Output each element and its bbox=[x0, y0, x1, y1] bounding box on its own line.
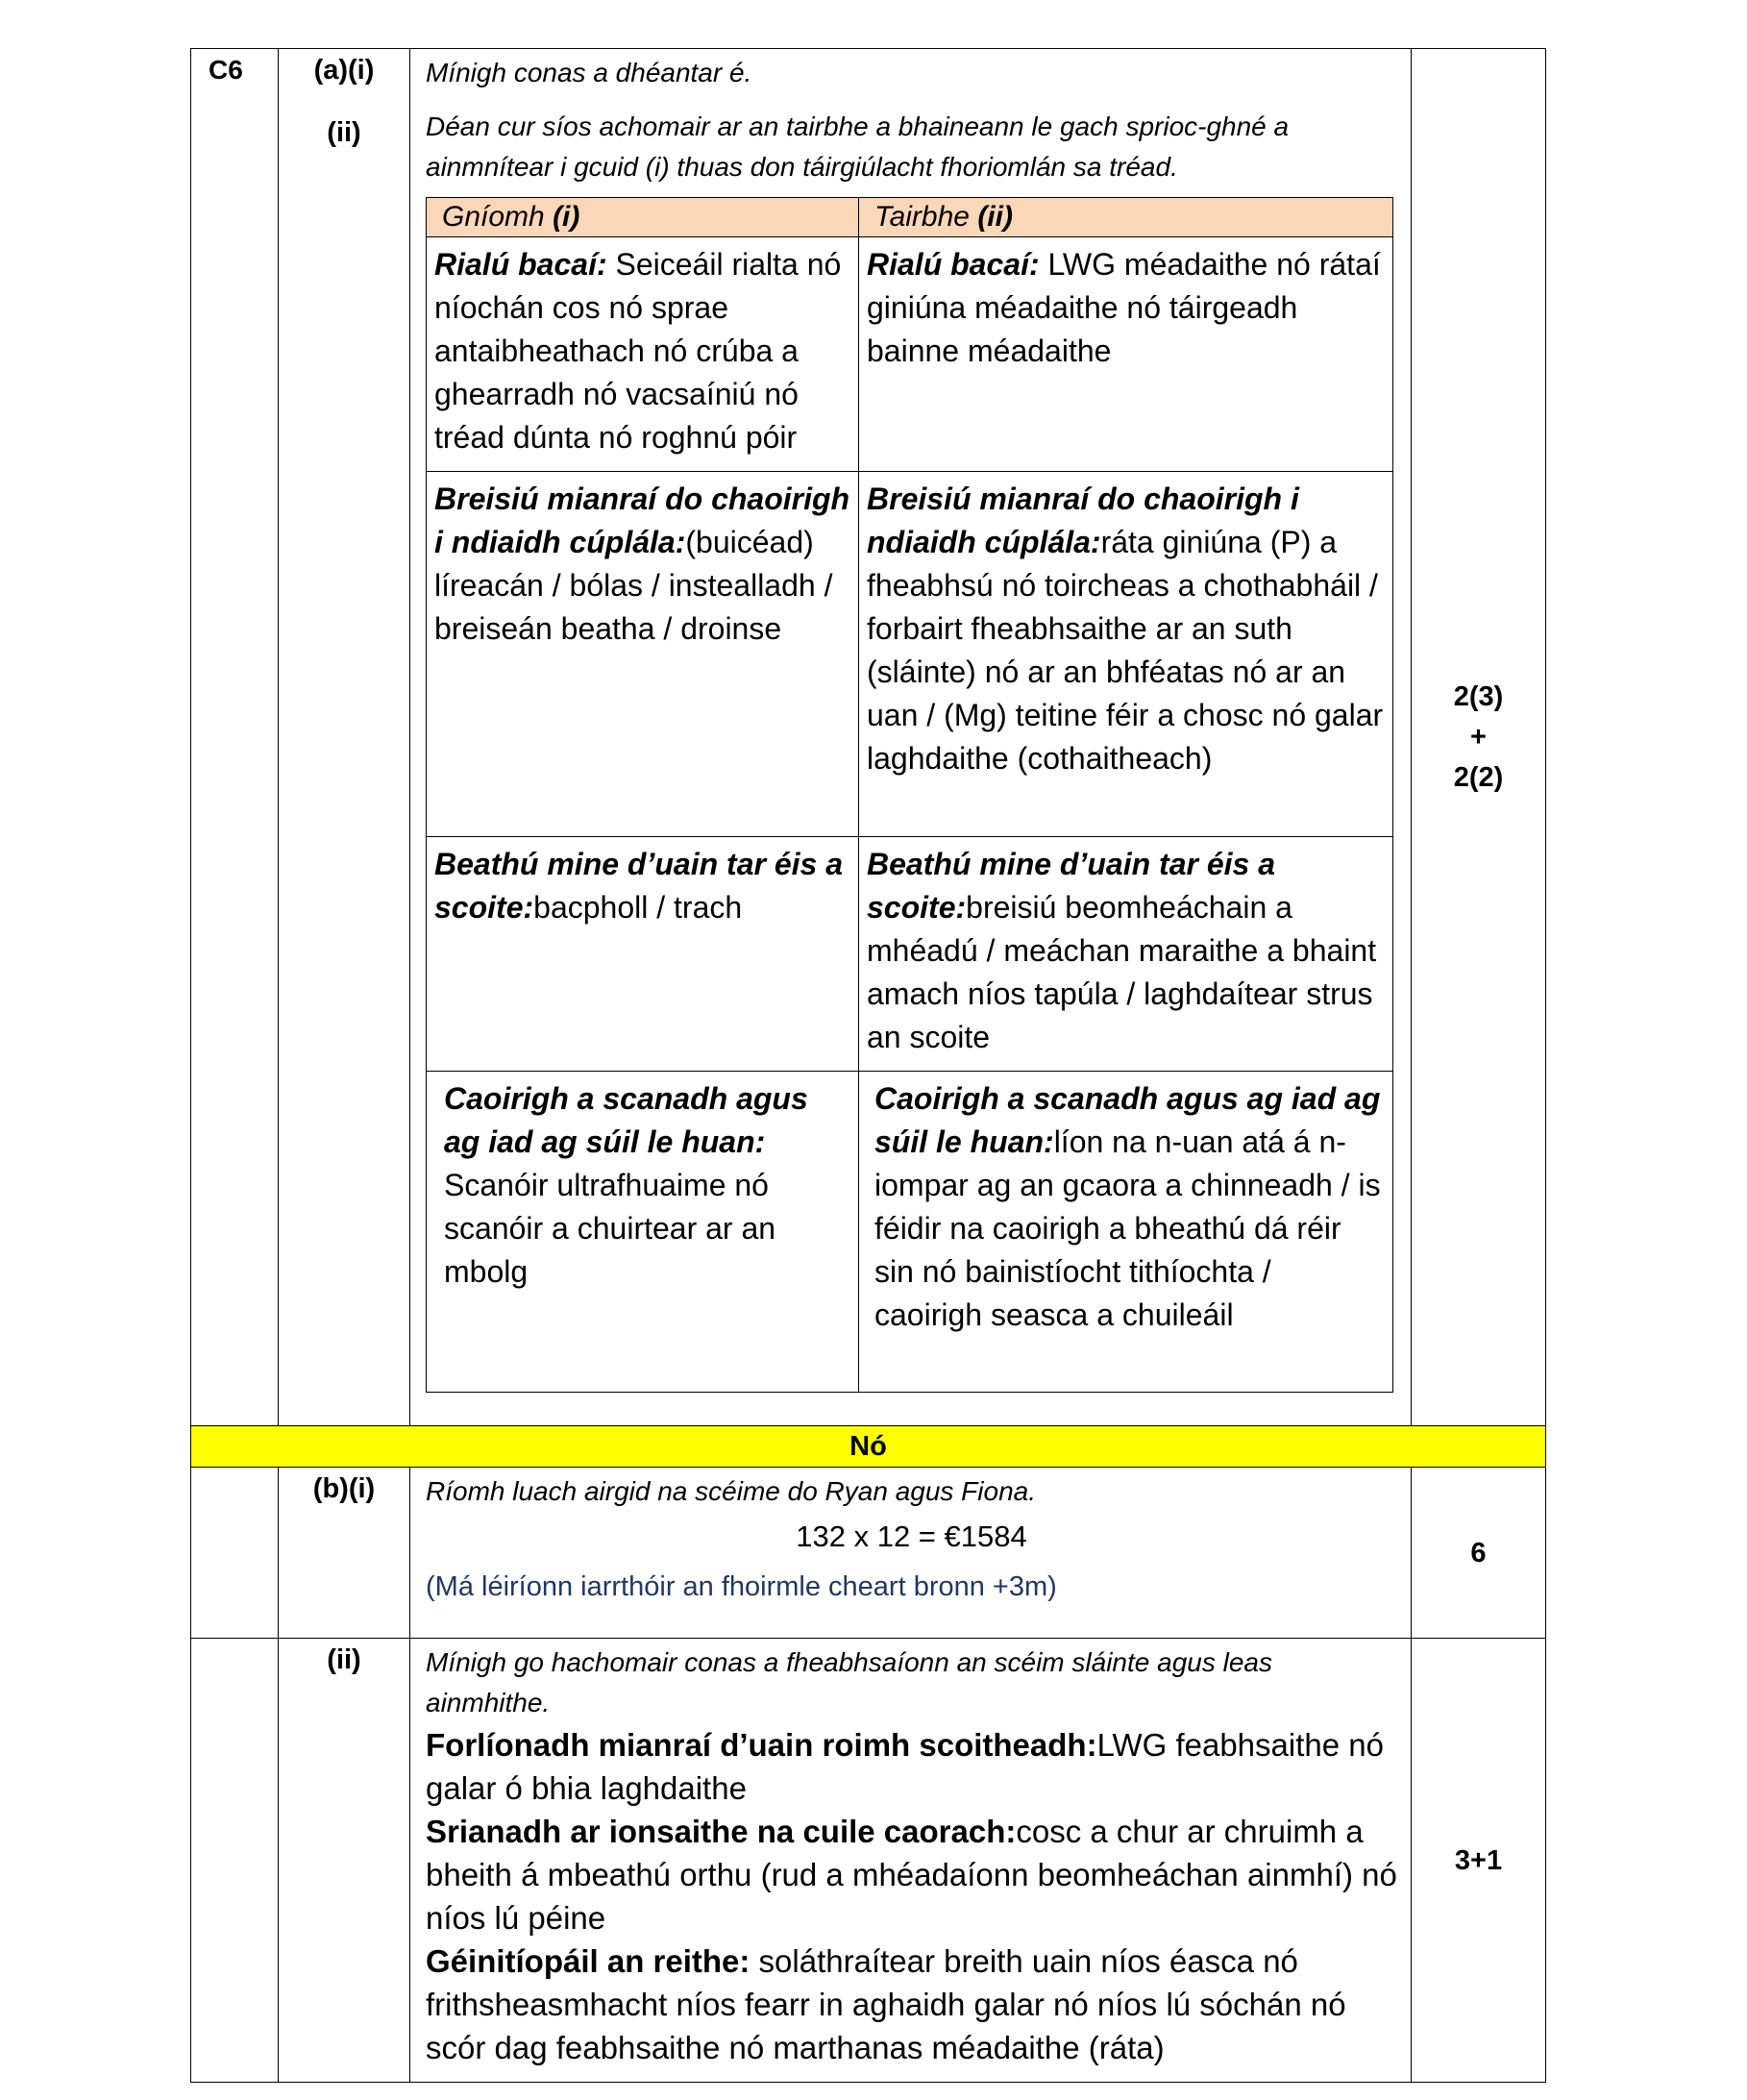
part-a-i-prompt: Mínigh conas a dhéantar é. bbox=[426, 58, 752, 87]
marking-note: (Má léiríonn iarrthóir an fhoirmle cheart bronn +3m) bbox=[426, 1571, 1057, 1602]
benefit-cell: Rialú bacaí: LWG méadaithe nó rátaí giniúna méadaithe nó táirgeadh bainne méadaithe bbox=[859, 237, 1393, 472]
answer-point: Géinitíopáil an reithe: soláthraítear breith uain níos éasca nó frithsheasmhacht níos fearr in aghaidh galar nó níos lú sóchán nó scór dag feabhsaithe nó marthanas méadaithe (ráta) bbox=[426, 1943, 1346, 2065]
part-b-i-marks: 6 bbox=[1412, 1468, 1546, 1639]
part-b-ii-label: (ii) bbox=[327, 1644, 361, 1675]
question-number-cell bbox=[191, 49, 279, 1426]
part-a-ii-prompt: Déan cur síos achomair ar an tairbhe a bhaineann le gach sprioc-ghné a ainmnítear i gcuid (i) thuas don táirgiúlacht fhoriomlán sa tréad. bbox=[426, 111, 1290, 182]
part-b-ii-row bbox=[191, 1639, 1546, 2083]
part-b-i-content-cell bbox=[410, 1468, 1412, 1639]
part-b-i-label-cell bbox=[279, 1468, 410, 1639]
table-row bbox=[427, 472, 1393, 837]
action-column-header: Gníomh (i) bbox=[427, 198, 859, 237]
benefit-column-header: Tairbhe (ii) bbox=[859, 198, 1393, 237]
calculation: 132 x 12 = €1584 bbox=[796, 1519, 1027, 1553]
part-a-row bbox=[191, 49, 1546, 1426]
action-benefit-header bbox=[427, 198, 1393, 237]
part-a-marks-line2: 2(2) bbox=[1453, 762, 1504, 793]
part-b-ii-content-cell bbox=[410, 1639, 1412, 2083]
part-b-i-row bbox=[191, 1468, 1546, 1639]
part-a-ii-label: (ii) bbox=[327, 117, 361, 148]
empty-question-cell bbox=[191, 1468, 279, 1639]
benefit-cell: Caoirigh a scanadh agus ag iad ag súil le huan:líon na n-uan atá á n-iompar ag an gcaora a chinneadh / is féidir na caoirigh a bheathú dá réir sin nó bainistíocht tithíochta / caoirigh seasca a chuileáil bbox=[859, 1072, 1393, 1393]
benefit-cell: Beathú mine d’uain tar éis a scoite:breisiú beomheáchain a mhéadú / meáchan maraithe a bhaint amach níos tapúla / laghdaítear strus an scoite bbox=[859, 837, 1393, 1072]
marking-scheme-sheet bbox=[190, 48, 1545, 2083]
part-a-marks-plus: + bbox=[1470, 722, 1487, 753]
part-b-i-prompt: Ríomh luach airgid na scéime do Ryan agus Fiona. bbox=[426, 1476, 1037, 1506]
action-cell: Breisiú mianraí do chaoirigh i ndiaidh cúplála:(buicéad) líreacán / bólas / instealladh / breiseán beatha / droinse bbox=[427, 472, 859, 837]
answer-point: Forlíonadh mianraí d’uain roimh scoitheadh:LWG feabhsaithe nó galar ó bhia laghdaithe bbox=[426, 1727, 1384, 1806]
part-b-ii-marks: 3+1 bbox=[1412, 1639, 1546, 2083]
part-a-marks-line1: 2(3) bbox=[1453, 681, 1504, 712]
or-divider-row bbox=[191, 1426, 1546, 1468]
part-b-i-label: (b)(i) bbox=[312, 1473, 376, 1504]
table-row bbox=[427, 1072, 1393, 1393]
table-row bbox=[427, 237, 1393, 472]
answer-point: Srianadh ar ionsaithe na cuile caorach:cosc a chur ar chruimh a bheith á mbeathú orthu (rud a mhéadaíonn beomheáchan ainmhí) nó níos lú péine bbox=[426, 1814, 1397, 1936]
part-a-i-label: (a)(i) bbox=[313, 55, 375, 86]
part-b-ii-prompt: Mínigh go hachomair conas a fheabhsaíonn an scéim sláinte agus leas ainmhithe. bbox=[426, 1647, 1272, 1717]
part-a-content-cell bbox=[410, 49, 1412, 1426]
part-a-label-cell bbox=[279, 49, 410, 1426]
table-row bbox=[427, 837, 1393, 1072]
action-cell: Beathú mine d’uain tar éis a scoite:bacpholl / trach bbox=[427, 837, 859, 1072]
or-label: Nó bbox=[191, 1426, 1546, 1468]
question-number: C6 bbox=[209, 55, 243, 85]
part-b-ii-label-cell bbox=[279, 1639, 410, 2083]
action-benefit-table bbox=[426, 197, 1393, 1393]
empty-question-cell bbox=[191, 1639, 279, 2083]
marking-scheme-table bbox=[190, 48, 1546, 2083]
action-cell: Caoirigh a scanadh agus ag iad ag súil le huan: Scanóir ultrafhuaime nó scanóir a chuirtear ar an mbolg bbox=[427, 1072, 859, 1393]
part-a-marks-cell bbox=[1412, 49, 1546, 1426]
action-cell: Rialú bacaí: Seiceáil rialta nó níochán cos nó sprae antaibheathach nó crúba a ghearradh nó vacsaíniú nó tréad dúnta nó roghnú póir bbox=[427, 237, 859, 472]
benefit-cell: Breisiú mianraí do chaoirigh i ndiaidh cúplála:ráta giniúna (P) a fheabhsú nó toircheas a chothabháil / forbairt fheabhsaithe ar an suth (sláinte) nó ar an bhféatas nó ar an uan / (Mg) teitine féir a chosc nó galar laghdaithe (cothaitheach) bbox=[859, 472, 1393, 837]
